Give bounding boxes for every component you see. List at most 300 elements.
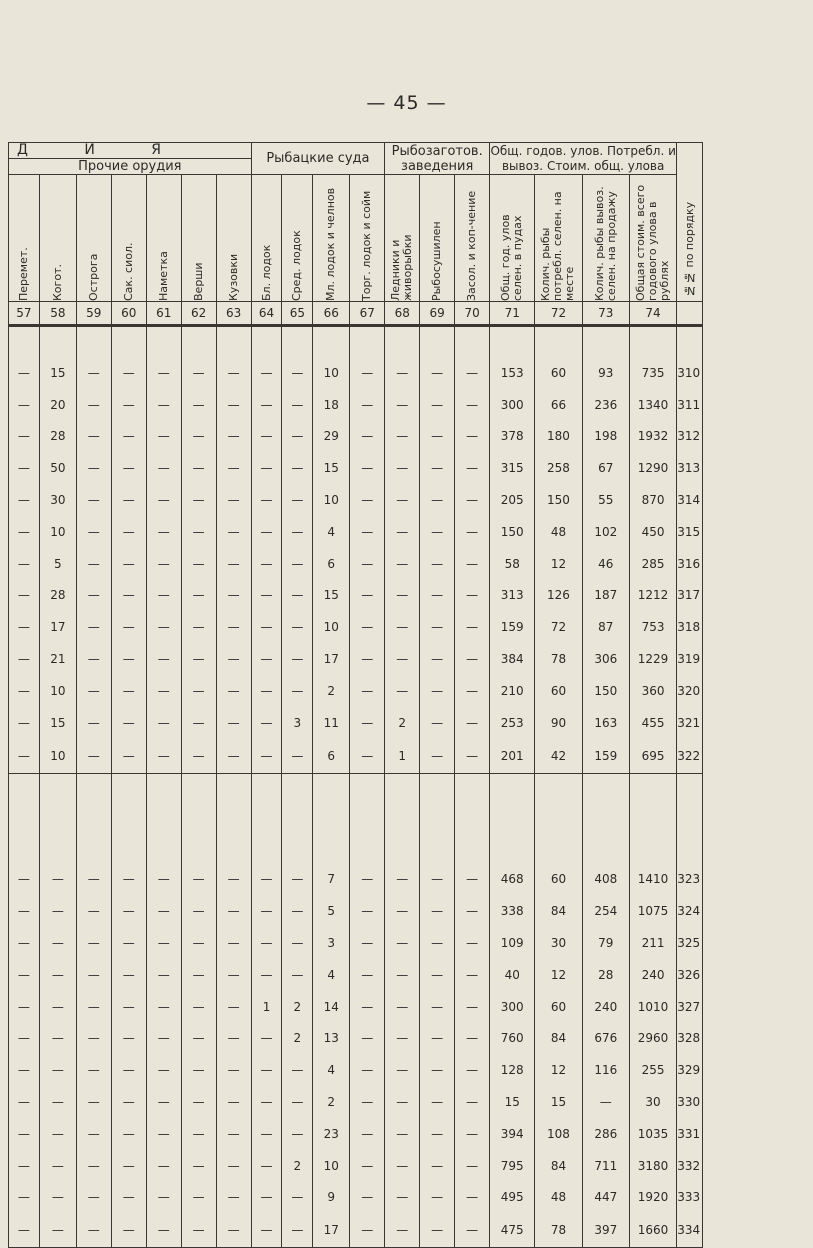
column-header-label: Засол. и коп-чение <box>465 190 479 301</box>
table-cell: 42 <box>535 739 582 774</box>
table-cell: 338 <box>490 895 535 927</box>
table-cell: 255 <box>629 1054 676 1086</box>
table-cell: — <box>216 1182 251 1214</box>
column-header-63 <box>216 175 251 302</box>
table-cell: 210 <box>490 675 535 707</box>
table-cell: — <box>420 1213 455 1248</box>
column-number: 65 <box>282 302 313 326</box>
table-cell: 128 <box>490 1054 535 1086</box>
table-cell: — <box>251 1086 282 1118</box>
table-cell: — <box>455 675 490 707</box>
table-cell: — <box>282 421 313 453</box>
table-cell: — <box>385 864 420 896</box>
table-cell: — <box>181 707 216 739</box>
table-cell: — <box>282 580 313 612</box>
table-cell: — <box>385 1023 420 1055</box>
table-cell: 58 <box>490 548 535 580</box>
table-cell: — <box>9 864 40 896</box>
row-number: 316 <box>677 548 703 580</box>
row-number: 323 <box>677 864 703 896</box>
table-cell: — <box>251 516 282 548</box>
table-cell: 11 <box>313 707 350 739</box>
table-cell: 1340 <box>629 389 676 421</box>
column-header-label: Ледники и живорыбки <box>389 234 415 301</box>
column-header-label: Колич. рыбы вывоз. селен. на продажу <box>592 186 618 301</box>
table-cell: — <box>181 675 216 707</box>
table-cell: 360 <box>629 675 676 707</box>
table-cell: — <box>420 1150 455 1182</box>
table-cell: 468 <box>490 864 535 896</box>
table-cell: — <box>282 1118 313 1150</box>
table-cell: — <box>181 484 216 516</box>
table-cell: — <box>216 864 251 896</box>
table-cell: — <box>420 484 455 516</box>
column-header-label: Наметка <box>156 251 170 301</box>
table-cell: 126 <box>535 580 582 612</box>
table-cell: 50 <box>39 452 76 484</box>
table-cell: — <box>282 548 313 580</box>
table-cell: — <box>251 357 282 389</box>
table-cell: 23 <box>313 1118 350 1150</box>
statistics-table-container <box>8 142 703 1248</box>
table-cell: — <box>216 516 251 548</box>
table-cell: — <box>420 1086 455 1118</box>
table-cell: — <box>76 1182 111 1214</box>
table-cell: — <box>146 1213 181 1248</box>
table-cell: — <box>9 452 40 484</box>
table-cell: — <box>9 1023 40 1055</box>
table-cell: 10 <box>39 516 76 548</box>
table-cell: — <box>111 927 146 959</box>
table-cell: — <box>282 452 313 484</box>
table-row <box>9 421 703 453</box>
table-cell: 93 <box>582 357 629 389</box>
table-cell: — <box>251 1213 282 1248</box>
table-cell: — <box>282 927 313 959</box>
table-cell: — <box>251 580 282 612</box>
table-cell: — <box>181 1150 216 1182</box>
table-cell: 2 <box>282 1150 313 1182</box>
table-cell: — <box>181 389 216 421</box>
table-cell: — <box>9 895 40 927</box>
table-cell: — <box>420 1054 455 1086</box>
table-cell: — <box>111 484 146 516</box>
table-cell: 7 <box>313 864 350 896</box>
row-number: 328 <box>677 1023 703 1055</box>
table-cell: 495 <box>490 1182 535 1214</box>
table-cell: — <box>251 452 282 484</box>
table-cell: — <box>385 991 420 1023</box>
table-cell: 55 <box>582 484 629 516</box>
column-header-label: Сак. сиол. <box>121 242 135 301</box>
table-cell: — <box>216 389 251 421</box>
column-header-68 <box>385 175 420 302</box>
table-cell: — <box>350 959 385 991</box>
table-cell: 300 <box>490 389 535 421</box>
table-cell: — <box>181 611 216 643</box>
table-cell: 187 <box>582 580 629 612</box>
table-cell: — <box>76 421 111 453</box>
table-cell: — <box>455 707 490 739</box>
table-cell: — <box>385 1086 420 1118</box>
table-cell: 28 <box>582 959 629 991</box>
table-cell: — <box>350 1150 385 1182</box>
table-cell: 60 <box>535 864 582 896</box>
table-cell: — <box>9 991 40 1023</box>
table-cell: — <box>420 675 455 707</box>
table-cell: 159 <box>490 611 535 643</box>
table-cell: — <box>385 927 420 959</box>
column-header-73 <box>582 175 629 302</box>
column-header-71 <box>490 175 535 302</box>
column-number: 58 <box>39 302 76 326</box>
table-cell: — <box>455 1086 490 1118</box>
table-cell: 450 <box>629 516 676 548</box>
row-number: 322 <box>677 739 703 774</box>
table-cell: 84 <box>535 1023 582 1055</box>
table-cell: — <box>420 864 455 896</box>
table-cell: — <box>76 739 111 774</box>
table-cell: — <box>420 580 455 612</box>
table-cell: — <box>39 927 76 959</box>
table-cell: — <box>146 675 181 707</box>
table-cell: — <box>350 484 385 516</box>
table-cell: — <box>282 739 313 774</box>
table-row <box>9 643 703 675</box>
table-cell: — <box>216 357 251 389</box>
table-cell: — <box>76 643 111 675</box>
table-cell: — <box>76 1118 111 1150</box>
table-cell: — <box>420 548 455 580</box>
table-cell: — <box>385 452 420 484</box>
table-cell: — <box>282 389 313 421</box>
column-header-label: Когот. <box>50 264 64 301</box>
table-cell: — <box>216 1118 251 1150</box>
table-cell: — <box>181 1118 216 1150</box>
column-number: 66 <box>313 302 350 326</box>
table-cell: 78 <box>535 643 582 675</box>
column-number: 59 <box>76 302 111 326</box>
table-row <box>9 707 703 739</box>
row-number: 327 <box>677 991 703 1023</box>
column-number: 64 <box>251 302 282 326</box>
table-cell: 79 <box>582 927 629 959</box>
table-cell: 1035 <box>629 1118 676 1150</box>
table-cell: — <box>111 548 146 580</box>
table-cell: — <box>385 516 420 548</box>
column-header-59 <box>76 175 111 302</box>
table-cell: 3180 <box>629 1150 676 1182</box>
table-cell: — <box>216 421 251 453</box>
table-cell: 1920 <box>629 1182 676 1214</box>
table-cell: 10 <box>313 1150 350 1182</box>
table-cell: — <box>111 643 146 675</box>
table-cell: — <box>455 927 490 959</box>
table-cell: 4 <box>313 516 350 548</box>
table-cell: — <box>146 895 181 927</box>
table-cell: 1660 <box>629 1213 676 1248</box>
table-cell: 735 <box>629 357 676 389</box>
header-group-boats: Рыбацкие суда <box>251 143 385 175</box>
table-cell: — <box>385 1213 420 1248</box>
table-cell: 205 <box>490 484 535 516</box>
table-cell: 711 <box>582 1150 629 1182</box>
table-cell: — <box>39 1086 76 1118</box>
table-cell: 153 <box>490 357 535 389</box>
table-cell: — <box>216 707 251 739</box>
table-cell: 163 <box>582 707 629 739</box>
column-number: 62 <box>181 302 216 326</box>
table-cell: — <box>111 452 146 484</box>
table-cell: — <box>111 611 146 643</box>
table-cell: — <box>385 421 420 453</box>
column-header-64 <box>251 175 282 302</box>
column-number: 71 <box>490 302 535 326</box>
table-cell: — <box>181 1054 216 1086</box>
row-number: 331 <box>677 1118 703 1150</box>
table-cell: 60 <box>535 675 582 707</box>
table-cell: 12 <box>535 959 582 991</box>
table-cell: 78 <box>535 1213 582 1248</box>
column-number: 68 <box>385 302 420 326</box>
column-header-57 <box>9 175 40 302</box>
table-cell: — <box>181 1023 216 1055</box>
table-cell: — <box>181 357 216 389</box>
table-cell: — <box>9 421 40 453</box>
table-cell: — <box>350 452 385 484</box>
table-cell: — <box>111 389 146 421</box>
table-cell: 1 <box>385 739 420 774</box>
table-cell: — <box>455 1054 490 1086</box>
table-cell: — <box>282 675 313 707</box>
column-number: 57 <box>9 302 40 326</box>
table-cell: 30 <box>535 927 582 959</box>
table-row <box>9 959 703 991</box>
row-number: 320 <box>677 675 703 707</box>
column-number: 67 <box>350 302 385 326</box>
table-row <box>9 484 703 516</box>
table-cell: — <box>350 611 385 643</box>
table-cell: — <box>146 864 181 896</box>
table-cell: — <box>251 707 282 739</box>
table-cell: — <box>39 991 76 1023</box>
table-cell: 258 <box>535 452 582 484</box>
table-cell: — <box>39 1118 76 1150</box>
page-number: — 45 — <box>366 92 447 114</box>
column-header-label: Общая стоим. всего годового улова в рублях <box>634 184 672 301</box>
table-cell: 67 <box>582 452 629 484</box>
table-cell: — <box>39 895 76 927</box>
table-cell: 455 <box>629 707 676 739</box>
table-cell: — <box>385 1054 420 1086</box>
row-number: 318 <box>677 611 703 643</box>
column-number: 60 <box>111 302 146 326</box>
table-cell: — <box>216 1086 251 1118</box>
table-cell: 236 <box>582 389 629 421</box>
data-group-2 <box>9 864 703 1248</box>
table-cell: — <box>385 357 420 389</box>
table-cell: — <box>181 1086 216 1118</box>
table-cell: — <box>76 927 111 959</box>
table-cell: 18 <box>313 389 350 421</box>
column-number: 72 <box>535 302 582 326</box>
table-cell: — <box>9 927 40 959</box>
table-cell: — <box>111 864 146 896</box>
table-cell: — <box>181 1213 216 1248</box>
table-cell: 753 <box>629 611 676 643</box>
table-cell: — <box>420 707 455 739</box>
table-cell: 15 <box>313 580 350 612</box>
row-number: 329 <box>677 1054 703 1086</box>
table-cell: 4 <box>313 1054 350 1086</box>
table-cell: 313 <box>490 580 535 612</box>
table-cell: — <box>350 1023 385 1055</box>
column-header-label: Бл. лодок <box>259 244 273 301</box>
table-cell: — <box>111 1023 146 1055</box>
table-cell: — <box>9 484 40 516</box>
table-cell: — <box>282 643 313 675</box>
table-cell: 870 <box>629 484 676 516</box>
table-cell: — <box>76 1054 111 1086</box>
table-cell: — <box>146 516 181 548</box>
table-cell: 1212 <box>629 580 676 612</box>
column-header-66 <box>313 175 350 302</box>
table-cell: — <box>350 1118 385 1150</box>
row-number: 330 <box>677 1086 703 1118</box>
table-cell: — <box>350 895 385 927</box>
table-cell: 30 <box>39 484 76 516</box>
column-header-70 <box>455 175 490 302</box>
table-cell: — <box>251 864 282 896</box>
table-cell: — <box>9 516 40 548</box>
table-cell: — <box>350 991 385 1023</box>
table-cell: 17 <box>313 1213 350 1248</box>
table-cell: — <box>582 1086 629 1118</box>
table-cell: 2 <box>282 991 313 1023</box>
row-number: 311 <box>677 389 703 421</box>
table-cell: — <box>385 548 420 580</box>
table-cell: — <box>9 707 40 739</box>
table-cell: 211 <box>629 927 676 959</box>
table-cell: — <box>146 1150 181 1182</box>
spacer-row <box>9 326 703 358</box>
table-cell: — <box>181 548 216 580</box>
table-cell: 254 <box>582 895 629 927</box>
table-cell: 286 <box>582 1118 629 1150</box>
table-cell: 102 <box>582 516 629 548</box>
table-cell: — <box>251 895 282 927</box>
table-cell: — <box>420 611 455 643</box>
table-row <box>9 516 703 548</box>
table-cell: 1075 <box>629 895 676 927</box>
table-cell: — <box>111 739 146 774</box>
table-row <box>9 1054 703 1086</box>
column-header-69 <box>420 175 455 302</box>
table-cell: — <box>455 611 490 643</box>
table-cell: 6 <box>313 739 350 774</box>
table-cell: — <box>385 895 420 927</box>
table-cell: — <box>76 959 111 991</box>
table-cell: 109 <box>490 927 535 959</box>
row-number: 321 <box>677 707 703 739</box>
table-cell: — <box>181 927 216 959</box>
column-number: 73 <box>582 302 629 326</box>
table-cell: 28 <box>39 421 76 453</box>
table-cell: — <box>146 484 181 516</box>
table-cell: — <box>350 548 385 580</box>
table-cell: — <box>216 991 251 1023</box>
table-row <box>9 927 703 959</box>
row-number: 314 <box>677 484 703 516</box>
table-cell: — <box>350 739 385 774</box>
table-cell: — <box>455 516 490 548</box>
table-cell: — <box>216 484 251 516</box>
table-cell: — <box>420 1182 455 1214</box>
table-cell: — <box>216 580 251 612</box>
table-cell: — <box>76 1213 111 1248</box>
table-cell: — <box>146 452 181 484</box>
table-cell: 116 <box>582 1054 629 1086</box>
header-group-main: Д И Я <box>9 143 252 159</box>
table-cell: — <box>216 1213 251 1248</box>
table-cell: — <box>146 611 181 643</box>
table-cell: — <box>455 1213 490 1248</box>
table-cell: — <box>350 357 385 389</box>
table-cell: 2 <box>313 1086 350 1118</box>
table-cell: — <box>455 548 490 580</box>
table-cell: — <box>216 927 251 959</box>
table-cell: — <box>455 1023 490 1055</box>
table-cell: — <box>350 927 385 959</box>
table-cell: 695 <box>629 739 676 774</box>
table-cell: — <box>146 1086 181 1118</box>
table-cell: — <box>251 421 282 453</box>
column-header-61 <box>146 175 181 302</box>
table-cell: — <box>111 1213 146 1248</box>
table-cell: 1229 <box>629 643 676 675</box>
table-cell: — <box>455 895 490 927</box>
table-cell: — <box>282 1182 313 1214</box>
table-cell: — <box>111 991 146 1023</box>
column-number: 63 <box>216 302 251 326</box>
column-header-label: Острога <box>86 253 100 301</box>
table-cell: — <box>385 484 420 516</box>
table-cell: 15 <box>490 1086 535 1118</box>
table-cell: — <box>76 357 111 389</box>
table-cell: 84 <box>535 1150 582 1182</box>
column-header-67 <box>350 175 385 302</box>
table-cell: — <box>350 1213 385 1248</box>
table-cell: — <box>385 643 420 675</box>
row-number: 310 <box>677 357 703 389</box>
table-cell: — <box>216 611 251 643</box>
column-number: 69 <box>420 302 455 326</box>
column-header-label: Перемет. <box>16 247 30 301</box>
spacer-row-middle <box>9 773 703 864</box>
table-cell: 5 <box>313 895 350 927</box>
table-cell: — <box>251 1023 282 1055</box>
table-cell: — <box>455 580 490 612</box>
table-cell: 9 <box>313 1182 350 1214</box>
row-number: 333 <box>677 1182 703 1214</box>
data-group-1 <box>9 357 703 773</box>
table-cell: — <box>282 1086 313 1118</box>
table-cell: — <box>455 959 490 991</box>
table-row <box>9 548 703 580</box>
table-cell: — <box>111 421 146 453</box>
table-cell: 17 <box>39 611 76 643</box>
table-cell: — <box>350 707 385 739</box>
